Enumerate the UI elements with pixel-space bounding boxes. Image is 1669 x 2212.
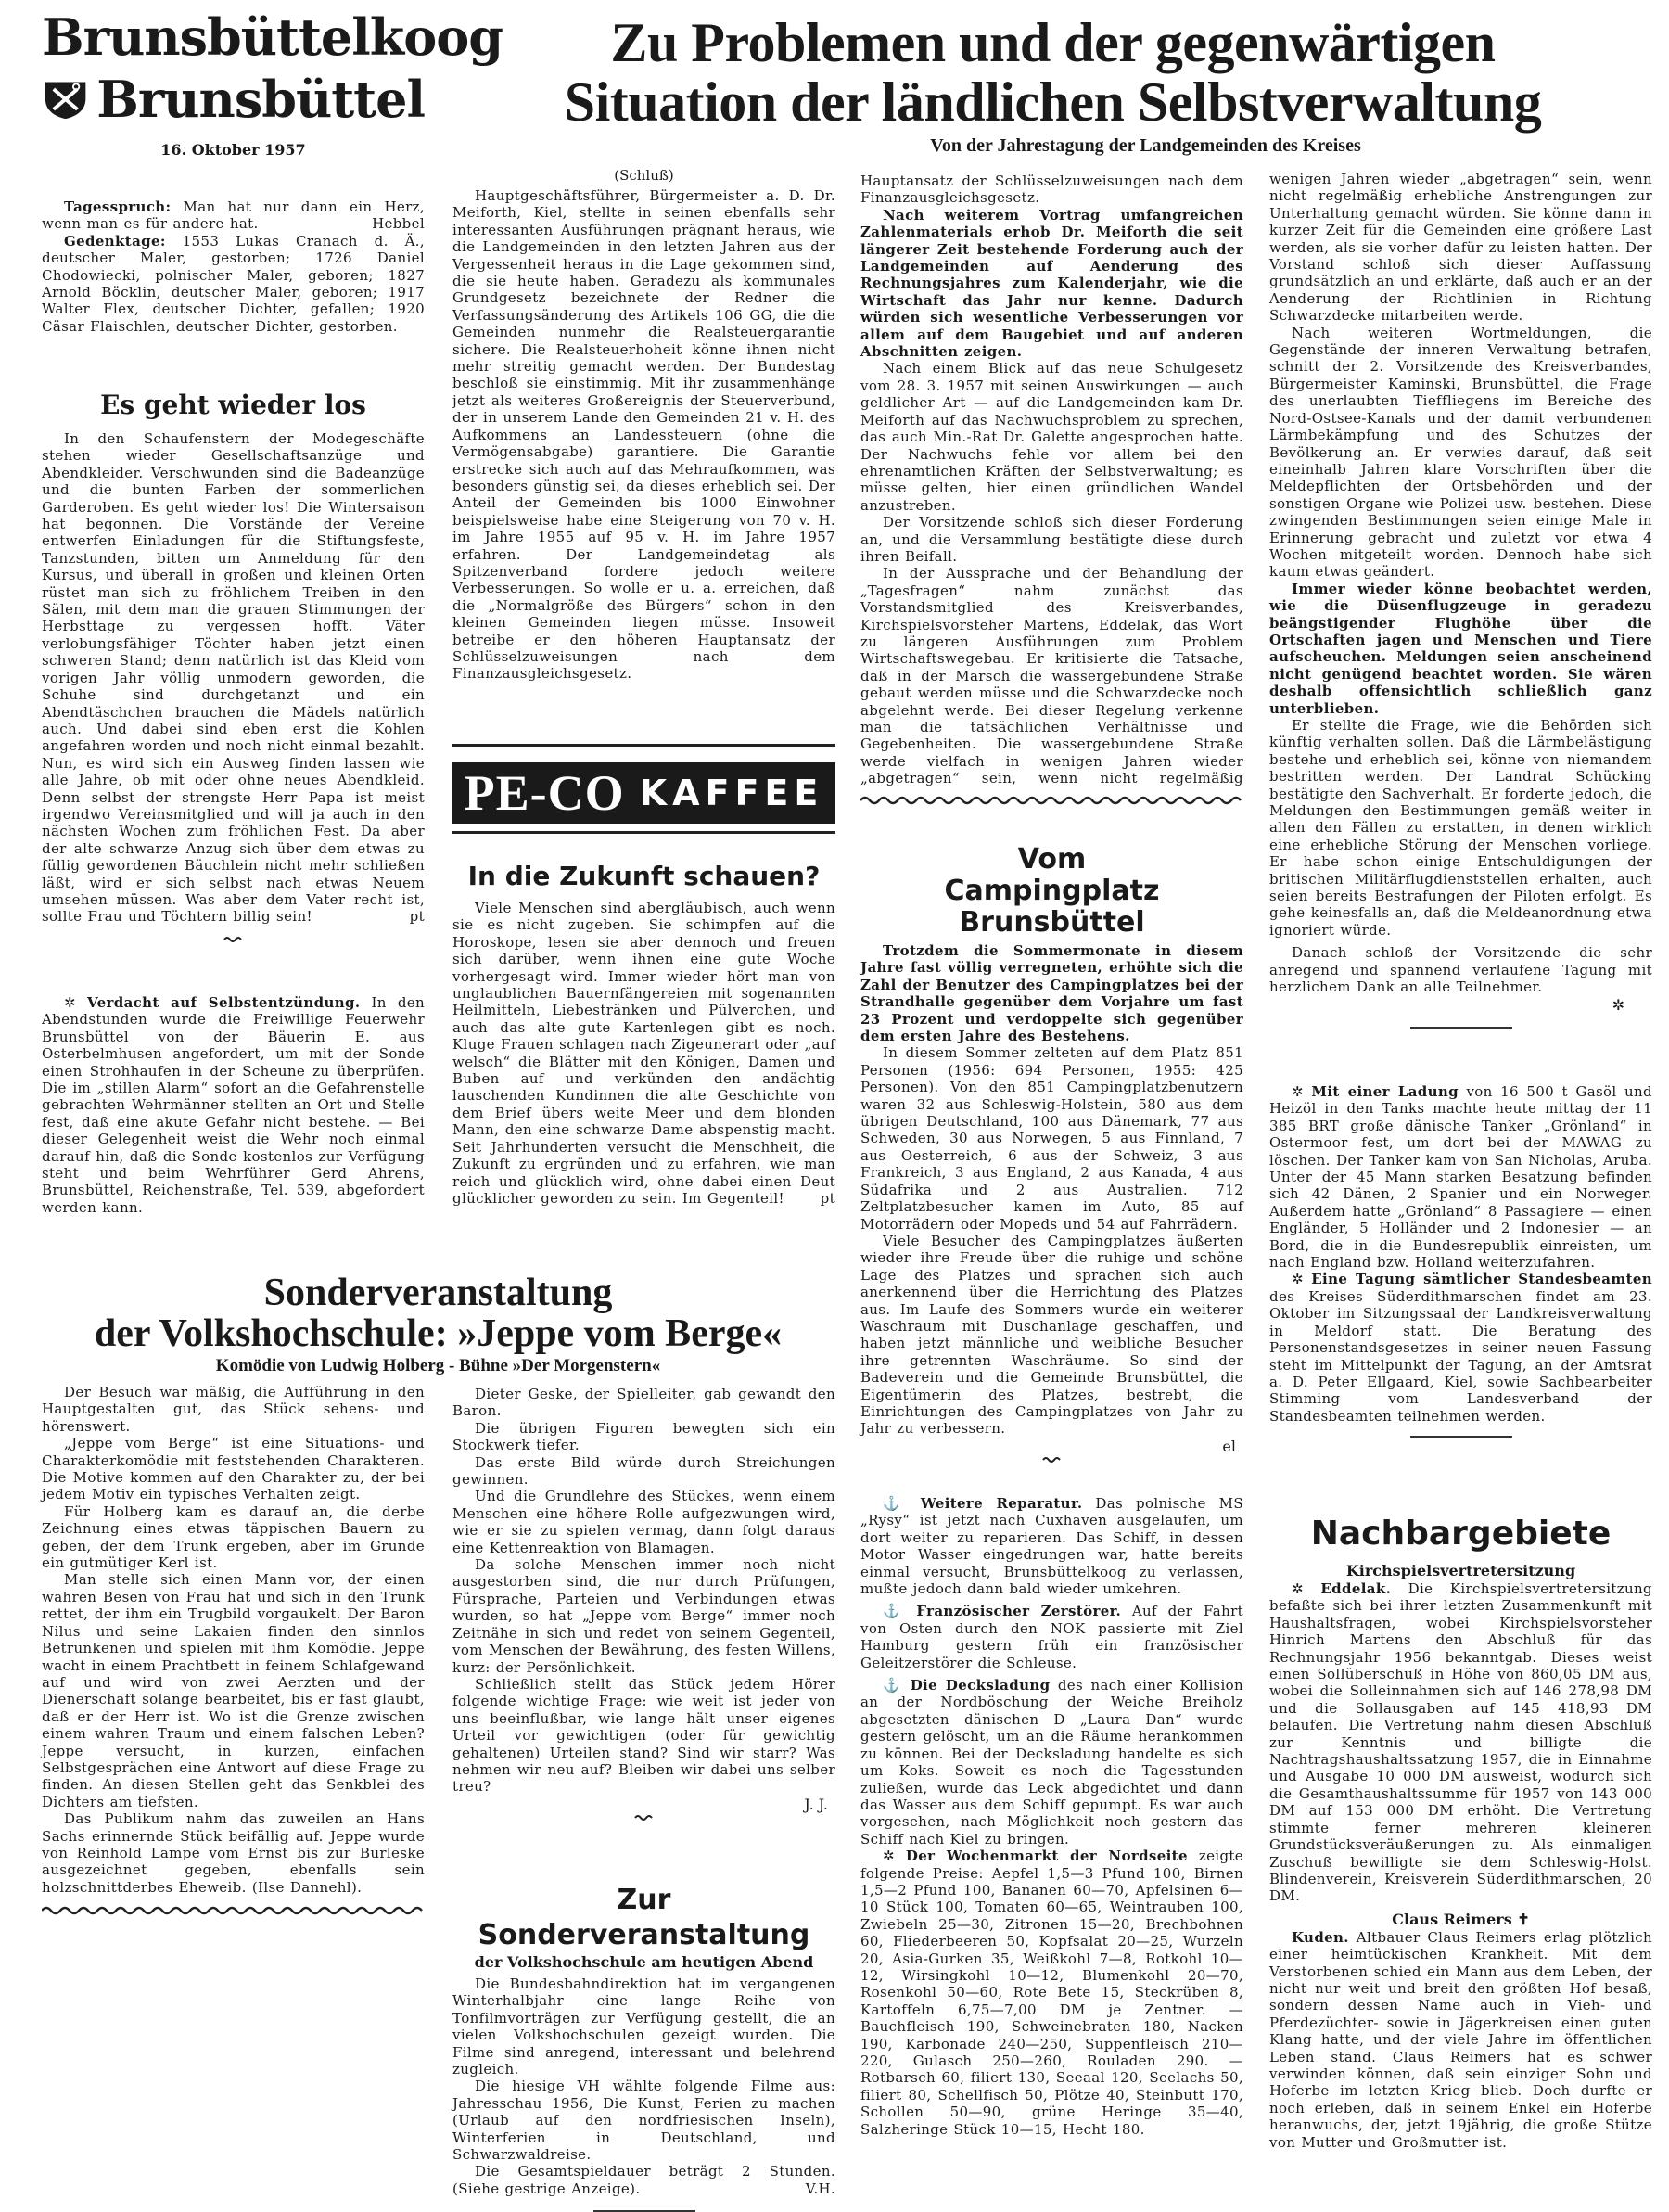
brief-lead: Kuden. <box>1292 1928 1349 1946</box>
brief-lead: Eddelak. <box>1320 1580 1392 1597</box>
separator-ornament <box>1041 1455 1064 1464</box>
divider <box>1410 1027 1512 1029</box>
brief-lead: Der Wochenmarkt der Nordseite <box>905 1848 1188 1865</box>
continued-label: (Schluß) <box>614 167 674 184</box>
main-headline <box>452 13 1653 157</box>
article-paragraph: Da solche Menschen immer noch nicht ausgestorben sind, die nur durch Prüfungen, Fürsprache, Parteien und Verbindungen etwas wurden, so hat „Jeppe vom Berge“ immer noch Zeitnähe in sich und redet von seinem Gegenteil, vom Menschen der Bewährung, des festen Willens, kurz: der Persönlichkeit. <box>452 1556 835 1676</box>
separator-ornament <box>223 935 245 944</box>
article-title: Zur Sonderveranstaltung <box>478 1884 810 1951</box>
tagesspruch: Man hat nur dann ein Herz, wenn man es für andere hat. <box>42 198 426 233</box>
star-icon: ✲ <box>64 994 87 1011</box>
cross-icon: ✝ <box>1517 1910 1530 1928</box>
article-paragraph: Die Gesamtspieldauer beträgt 2 Stunden. (Siehe gestrige Anzeige). <box>452 2163 835 2197</box>
headline-line-1: Sonderveranstaltung <box>263 1272 613 1314</box>
brief-verdacht <box>42 994 425 1216</box>
article-paragraph-continued: wenigen Jahren wieder „abgetragen“ sein, wenn nicht regelmäßig erhebliche Anstrengungen zur Unterhaltung gemacht würden. Sie könne dann in kurzer Zeit für die Gemeinden eine größere Last werden, als sie vorher dafür zu leisten hatten. Der Vorstand schloß sich dieser Auffassung grundsätzlich an und erklärte, daß auch er an der Aenderung der Richtlinien in Richtung Schwarzdecke mitarbeiten werde. <box>1269 171 1652 325</box>
briefs-column-4 <box>1269 1083 1652 1438</box>
divider <box>452 744 835 747</box>
brief-lead: Französischer Zerstörer. <box>916 1603 1122 1620</box>
article-paragraph: Man stelle sich einen Mann vor, der einen wahren Besen von Frau hat und sich in den Trunk rettet, der ihm ein Trugbild vorgaukelt. Der Baron Nilus und seine Lakaien finden den sinnlos Betrunkenen und spielen mit ihm Komödie. Jeppe wacht in einem Prachtbett in feinem Schlafgewand auf und wird von zwei Aerzten und der Dienerschaft solange bearbeitet, bis er fast glaubt, daß er der Herr ist. Wo ist die Grenze zwischen einem wahren Traum und einem falschen Leben? Jeppe versucht, in kurzen, einfachen Selbstgesprächen eine Antwort auf diese Frage zu finden. An diesen Stellen geht das Senkblei des Dichters am tiefsten. <box>42 1571 425 1810</box>
brief-lead: Mit einer Ladung <box>1311 1083 1459 1100</box>
headline-line-2: Situation der ländlichen Selbstverwaltung <box>564 71 1542 133</box>
signature: el <box>1222 1437 1236 1455</box>
brief-lead: Weitere Reparatur. <box>920 1495 1083 1512</box>
headline-line-2: der Volkshochschule: »Jeppe vom Berge« <box>94 1312 783 1355</box>
article-paragraph: Der Vorsitzende schloß sich dieser Forderung an, und die Versammlung bestätigte diese durch ihren Beifall. <box>860 514 1243 565</box>
separator-ornament <box>633 1813 656 1822</box>
article-title-line-2: Campingplatz Brunsbüttel <box>944 875 1160 939</box>
brief-item <box>1269 1083 1652 1271</box>
star-icon: ✲ <box>883 1848 906 1865</box>
ship-icon: ⚓ <box>883 1495 921 1512</box>
article-paragraph: Die Bundesbahndirektion hat im vergangenen Winterhalbjahr eine lange Reihe von Tonfilmvorträgen zur Verfügung gestellt, die an vielen Volkshochschulen gezeigt wurden. Die Filme sind anregend, interessant und belehrend zugleich. <box>452 1975 835 2078</box>
brief-body: Die Kirchspielsvertretersitzung befaßte sich bei ihrer letzten Zusammenkunft mit Haushaltsfragen, wobei Kirchspielsvorsteher Hinrich Martens den Abschluß für das Rechnungsjahr 1956 bekanntgab. Dieses weist einen Sollüberschuß in Höhe von 860,05 DM aus, wobei die Solleinnahmen sich auf 146 278,98 DM und die Sollausgaben auf 145 418,93 DM belaufen. Die Vertretung nahm diesen Abschluß zur Kenntnis und billigte die Nachtragshaushaltssatzung 1957, die in Einnahme und Ausgabe 10 000 DM ausweist, wodurch sich die Gesamthaushaltssumme für 1957 von 143 000 DM auf 153 000 DM erhöht. Die Vertretung stimmte ferner mehreren kleineren Grundstücksveräußerungen zu. Als einmaligen Zuschuß bewilligte sie dem Schleswig-Holst. Blindenverein, Kreisverein Süderdithmarschen, 20 DM. <box>1269 1580 1652 1905</box>
signature: pt <box>409 908 425 926</box>
article-es-geht-wieder-los <box>42 388 425 944</box>
brief-body: Auf der Fahrt von Osten durch den NOK passierte mit Ziel Hamburg gestern früh ein französischer Geleitzerstörer die Schleuse. <box>860 1603 1243 1671</box>
divider <box>1410 1436 1512 1438</box>
article-paragraph: „Jeppe vom Berge“ ist eine Situations- und Charakterkomödie mit feststehenden Charakteren. Die Motive kommen auf den Charakter zu, der bei jedem Motiv ein typisches Verhalten zeigt. <box>42 1435 425 1503</box>
brief-body: Altbauer Claus Reimers erlag plötzlich einer heimtückischen Krankheit. Mit dem Verstorbenen schied ein Mann aus dem Leben, der nicht nur weit und breit den größten Hof besaß, sondern dessen Name auch in Vieh- und Pferdezüchter- sowie in Jägerkreisen einen guten Klang hatte, und der viele Jahre im öffentlichen Leben stand. Claus Reimers hat es schwer verwinden können, daß sein einziger Sohn und Hoferbe im letzten Krieg blieb. Doch durfte er noch erleben, daß in seinem Enkel ein Hoferbe heranwuchs, der, jetzt 19jährig, die große Stütze von Mutter und Großmutter ist. <box>1269 1928 1653 2151</box>
main-article-part2 <box>860 173 1243 810</box>
article-paragraph: Viele Besucher des Campingplatzes äußerten wieder ihre Freude über die ruhige und schöne Lage des Platzes und sprachen sich auch anerkennend über die Herrichtung des Platzes aus. Im Laufe des Sommers wurde ein weiterer Waschraum mit Duschanlage geschaffen, und haben jetzt männliche und weibliche Besucher ihre getrennten Waschräume. So sind der Badeverein und die Gemeinde Brunsbüttel, die Eigentümerin des Platzes, bestrebt, die Einrichtungen des Campingplatzes von Jahr zu Jahr zu verbessern. <box>860 1232 1243 1438</box>
jeppe-headline <box>42 1272 834 1376</box>
brief-item <box>1269 1929 1652 2151</box>
brief-body: des Kreises Süderdithmarschen findet am 23. Oktober im Sitzungssaal der Landkreisverwaltung in Meldorf statt. Die Beratung des Personenstandsgesetzes in seiner neuen Fassung steht im Mittelpunkt der Tagung, an der Amtsrat a. D. Peter Ellgaard, Kiel, sowie Sachbearbeiter Stimming vom Landesverband der Standesbeamten teilnehmen werden. <box>1269 1287 1652 1425</box>
brief-lead: Eine Tagung sämtlicher Standesbeamten <box>1311 1271 1652 1288</box>
article-paragraph: In der Aussprache und der Behandlung der „Tagesfragen“ nahm zunächst das Vorstandsmitglied des Kreisverbandes, Kirchspielsvorsteher Martens, Eddelak, das Wort zu längeren Ausführungen zum Problem Wirtschaftswegebau. Er kritisierte die Tatsache, daß in der Marsch die wassergebundene Straße gebaut werden müsse und die Schwarzdecke noch abgelehnt werde. Bei dieser Regelung verkenne man die tatsächlichen Verhältnisse und Gegebenheiten. Die wassergebundene Straße werde vielfach in wenigen Jahren wieder „abgetragen“ sein, wenn nicht regelmäßig <box>860 565 1243 787</box>
article-paragraph: Nach weiteren Wortmeldungen, die Gegenstände der inneren Verwaltung betrafen, schnitt der 2. Vorsitzende des Kreisverbandes, Bürgermeister Kaminski, Brunsbüttel, die Frage des unerlaubten Tieffliegens im Bereiche des Nord-Ostsee-Kanals und der damit verbundenen Lärmbekämpfung und des Schutzes der Bevölkerung an. Er verwies darauf, daß seit eineinhalb Jahren klare Vorschriften über die Meldepflichten der Ortsbehörden und der sonstigen Organe wie Polizei usw. bestehen. Diese zwingenden Bestimmungen seien einige Male in Erinnerung gebracht und zuletzt vor etwa 4 Wochen mitgeteilt worden. Dennoch habe sich kaum etwas geändert. <box>1269 324 1652 581</box>
brief-item <box>860 1677 1243 1848</box>
brief-item <box>1269 1580 1652 1905</box>
tagesspruch-author: Hebbel <box>372 215 425 233</box>
signature: V.H. <box>805 2180 835 2197</box>
article-paragraph: Für Holberg kam es darauf an, die derbe Zeichnung eines etwas täppischen Bauern zu geben, der dem Trunk ergeben, aber im Grunde ein gutmütiger Kerl ist. <box>42 1502 425 1572</box>
brief-lead: Die Decksladung <box>910 1677 1051 1694</box>
jeppe-col2 <box>452 1386 835 1822</box>
brief-body: von 16 500 t Gasöl und Heizöl in den Tanks machte heute mittag der 11 385 BRT große dänische Tanker „Grönland“ in Ostermoor fest, um dort bei der MAWAG zu löschen. Der Tanker kam von San Nicholas, Aruba. Unter der 45 Mann starken Besatzung befinden sich 42 Dänen, 2 Spanier und ein Norweger. Außerdem hatte „Grönland“ 8 Passagiere — einen Engländer, 5 Holländer und 2 Indonesier — an Bord, die in die Bundesrepublik einreisten, um nach England bzw. Holland weiterzufahren. <box>1269 1083 1652 1272</box>
article-paragraph: Die übrigen Figuren bewegten sich ein Stockwerk tiefer. <box>452 1419 835 1454</box>
daybox <box>42 198 425 335</box>
gedenktage-label: Gedenktage: <box>64 232 166 249</box>
brief-lead: Verdacht auf Selbstentzündung. <box>86 994 361 1011</box>
tagesspruch-label: Tagesspruch: <box>64 198 172 215</box>
article-paragraph: Er stellte die Frage, wie die Behörden sich künftig verhalten sollen. Daß die Lärmbelästigung bestehe und erheblich sei, könne von niemandem bestritten werden. Der Landrat Schücking bestätigte den Sachverhalt. Er forderte jedoch, die Meldungen den Bestimmungen gemäß weiter in allen den Fällen zu erstatten, in denen wirklich eine erhebliche Störung der Menschen vorliege. Er habe schon einige Entschuldigungen der britischen Militärflugdienststellen erhalten, auch seien bereits Bestrafungen der Piloten erfolgt. Es gehe keinesfalls an, daß die Meldeanordnung etwa ignoriert würde. <box>1269 717 1652 939</box>
article-title: Es geht wieder los <box>100 390 366 420</box>
star-icon: ✲ <box>1292 1271 1312 1288</box>
brief-item <box>860 1495 1243 1597</box>
brief-body: des nach einer Kollision an der Nordböschung der Weiche Breiholz abgesetzten dänischen D „Laura Dan“ wurde gestern gelöscht, um an die Räume herankommen zu können. Bei der Decksladung handelte es sich um Koks. Soweit es noch die Tagesstunden zuließen, wurde das Leck abgedichtet und dann das Wasser aus dem Schiff gepumpt. Es war auch vorgesehen, nach Möglichkeit noch gestern das Schiff nach Kiel zu bringen. <box>860 1677 1244 1848</box>
coat-of-arms-icon <box>42 67 89 132</box>
article-paragraph: Die hiesige VH wählte folgende Filme aus: Jahresschau 1956, Die Kunst, Ferien zu machen (Urlaub auf den nordfriesischen Inseln), Winterferien in Deutschland, und Schwarzwaldreise. <box>452 2078 835 2164</box>
ad-brand: PE-CO <box>464 765 625 821</box>
article-lead: Trotzdem die Sommermonate in diesem Jahre fast völlig verregneten, erhöhte sich die Zahl der Benutzer des Campingplatzes bei der Strandhalle gegenüber dem Vorjahre um fast 23 Prozent und verdoppelte sich gegenüber dem ersten Jahre des Bestehens. <box>860 942 1243 1045</box>
divider <box>452 831 835 834</box>
ad-product: KAFFEE <box>639 773 824 813</box>
ship-icon: ⚓ <box>883 1677 911 1694</box>
section-title: Nachbargebiete <box>1310 1515 1612 1553</box>
issue-date: 16. Oktober 1957 <box>160 141 306 159</box>
gedenktage: 1553 Lukas Cranach d. Ä., deutscher Maler, gestorben; 1726 Daniel Chodowiecki, polnischer Maler, geboren; 1827 Arnold Böcklin, deutscher Maler, geboren; 1917 Walter Flex, deutscher Dichter, gefallen; 1920 Cäsar Flaischlen, deutscher Dichter, gestorben. <box>42 232 425 335</box>
article-paragraph: Schließlich stellt das Stück jedem Hörer folgende wichtige Frage: wie weit ist jeder von uns beeinflußbar, wie lange hält unser eigenes Urteil vor gewichtigen (oder für gewichtig gehaltenen) Urteilen stand? Sind wir starr? Was nehmen wir neu auf? Bleiben wir dabei uns selber treu? <box>452 1675 835 1796</box>
masthead-title: Brunsbüttelkoog <box>42 7 503 67</box>
article-paragraph: Und die Grundlehre des Stückes, wenn einem Menschen eine höhere Rolle aufgezwungen wird, wie er sie zu spielen vermag, dann folgt daraus eine Kettenreaktion von Blamagen. <box>452 1488 835 1556</box>
headline-subtitle: Von der Jahrestagung der Landgemeinden des Kreises <box>930 135 1361 156</box>
star-icon: ✲ <box>1292 1083 1312 1100</box>
ship-icon: ⚓ <box>883 1603 917 1620</box>
masthead-subtitle: Brunsbüttel <box>96 70 425 129</box>
brief-body: zeigte folgende Preise: Aepfel 1,5—3 Pfund 100, Birnen 1,5—2 Pfund 100, Bananen 60—70, Apfelsinen 6—10 Stück 100, Tomaten 60—65, Weintrauben 100, Zwiebeln 25—30, Zitronen 15—20, Brechbohnen 60, Fliederbeeren 50, Kopfsalat 20—25, Wurzeln 20, Asia-Gurken 35, Weißkohl 7—8, Rotkohl 10—12, Wirsingkohl 10—12, Blumenkohl 20—70, Rosenkohl 50—60, Rote Bete 15, Steckrüben 8, Kartoffeln 6,75—7,00 DM je Zentner. — Bauchfleisch 190, Schweinebraten 180, Nacken 190, Karbonade 240—250, Suppenfleisch 210—220, Gulasch 250—260, Rouladen 290. — Rotbarsch 60, filiert 130, Seeaal 120, Seelachs 50, filiert 80, Schellfisch 50, Plötze 40, Steinbutt 170, Schollen 50—90, grüne Heringe 35—40, Salzheringe Stück 10—15, Hecht 180. <box>860 1848 1243 2138</box>
brief-item <box>860 1848 1243 2138</box>
article-paragraph: Das Publikum nahm das zuweilen an Hans Sachs erinnernde Stück beifällig auf. Jeppe wurde von Reinhold Lampe vom Ernst bis zur Burleske ausgezeichnet gegeben, ebenfalls sein holzschnittderbes Eheweib. (Ilse Dannehl). <box>42 1810 425 1896</box>
signature: J. J. <box>804 1795 828 1813</box>
brief-body: In den Abendstunden wurde die Freiwillige Feuerwehr Brunsbüttel von der Bäuerin E. aus Osterbelmhusen angefordert, um mit der Sonde einen Strohhaufen in der Scheune zu überprüfen. Die im „stillen Alarm“ sofort an die Gefahrenstelle gebrachten Wehrmänner stellten an Ort und Stelle fest, daß eine akute Gefahr nicht bestehe. — Bei dieser Gelegenheit weist die Wehr noch einmal darauf hin, daß die Sonde kostenlos zur Verfügung steht und beim Wehrführer Gerd Ahrens, Brunsbüttel, Reichenstraße, Tel. 539, abgefordert werden kann. <box>42 994 426 1216</box>
brief-item <box>860 1603 1243 1671</box>
article-title: In die Zukunft schauen? <box>467 861 821 891</box>
article-paragraph: Danach schloß der Vorsitzende die sehr anregend und spannend verlaufene Tagung mit herzlichem Dank an alle Teilnehmer. <box>1269 944 1652 996</box>
article-paragraph: Nach einem Blick auf das neue Schulgesetz vom 28. 3. 1957 mit seinen Auswirkungen — auch geldlicher Art — auf die Landgemeinden kam Dr. Meiforth auf das Nachwuchsproblem zu sprechen, das auch Min.-Rat Dr. Galette angesprochen hatte. Der Nachwuchs fehle vor allem bei den ehrenamtlichen Kräften der Selbstverwaltung; es müsse gelten, hier einen gründlichen Wandel anzustreben. <box>860 360 1243 514</box>
jeppe-col1 <box>42 1384 425 1920</box>
obituary-name: Claus Reimers <box>1392 1910 1512 1928</box>
article-paragraph: Nach weiterem Vortrag umfangreichen Zahlenmaterials erhob Dr. Meiforth die seit längerer Zeit bestehende Forderung auch der Landgemeinden auf Aenderung des Rechnungsjahres zum Kalenderjahr, wie die Wirtschaft das Jahr nur kenne. Dadurch würden sich wesentliche Verbesserungen vor allem auf dem Baugebiet und auf anderen Abschnitten zeigen. <box>860 206 1243 361</box>
article-paragraph: Der Besuch war mäßig, die Aufführung in den Hauptgestalten gut, das Stück sehens- und hörenswert. <box>42 1384 425 1435</box>
star-icon: ✲ <box>1292 1580 1321 1597</box>
briefs-column-3 <box>860 1495 1243 2138</box>
signature: pt <box>820 1189 835 1207</box>
article-body: In den Schaufenstern der Modegeschäfte stehen wieder Gesellschaftsanzüge und Abendkleider. Verschwunden sind die Badeanzüge und die bunten Farben der sommerlichen Garderoben. Es geht wieder los! Die Wintersaison hat begonnen. Die Vorstände der Vereine entwerfen Einladungen für die Stiftungsfeste, Tanzstunden, bitten um Anmeldung für den Kursus, und überall in großen und kleinen Orten rüstet man sich zu fröhlichem Treiben in den Sälen, mit dem man die grauen Stimmungen der Herbsttage zu vergessen hofft. Väter verlobungsfähiger Töchter haben jetzt einen schweren Stand; denn natürlich ist das Kleid vom vorigen Jahr völlig unmodern geworden, die Schuhe sind durchgetanzt und ein Abendtäschchen brauchen die Mädels natürlich auch. Und dabei sind eben erst die Kohlen angefahren worden und noch nicht einmal bezahlt. Nun, es wird sich ein Ausweg finden lassen wie alle Jahre, ob mit oder ohne neues Abendkleid. Denn selbst der strengste Herr Papa ist meist irgendwo Vereinsmitglied und will ja auch in den nächsten Wochen zum fröhlichen Fest. Da aber der alte schwarze Anzug sich über dem etwas zu füllig gewordenen Bäuchlein nicht mehr schließen läßt, wird er sich selbst nach etwas Neuem umsehen müssen. Was aber dem Vater recht ist, sollte Frau und Töchtern billig sein! <box>42 430 425 926</box>
wave-border-ornament <box>42 1905 425 1916</box>
article-zukunft <box>452 859 835 1207</box>
article-paragraph: In diesem Sommer zelteten auf dem Platz 851 Personen (1956: 694 Personen, 1955: 425 Personen). Von den 851 Campingplatzbenutzern waren 32 aus Schleswig-Holstein, 580 aus dem übrigen Deutschland, 100 aus Dänemark, 77 aus Schweden, 30 aus Norwegen, 5 aus Finnland, 7 aus Oesterreich, 6 aus der Schweiz, 3 aus Frankreich, 3 aus England, 2 aus Kanada, 4 aus Südafrika und 2 aus Australien. 712 Zeltplatzbesucher kamen im Auto, 85 auf Motorrädern oder Mopeds und 54 auf Fahrrädern. <box>860 1044 1243 1233</box>
advertisement-peco-kaffee <box>452 762 835 824</box>
article-paragraph: Immer wieder könne beobachtet werden, wie die Düsenflugzeuge in geradezu beängstigender Flughöhe über die Ortschaften jagen und Menschen und Tiere aufscheuchen. Meldungen seien anscheinend nicht genügend beachtet worden. Sie wären deshalb offensichtlich schließlich ganz unterblieben. <box>1269 580 1652 717</box>
star-icon: ✲ <box>1612 995 1624 1014</box>
article-zur-sonderveranstaltung <box>452 1883 835 2212</box>
obituary-heading <box>1269 1911 1652 1929</box>
article-title-line-1: Vom <box>1017 843 1087 876</box>
brief-item <box>1269 1271 1652 1425</box>
masthead <box>42 7 503 159</box>
article-subtitle: der Volkshochschule am heutigen Abend <box>474 1953 814 1971</box>
headline-subtitle: Komödie von Ludwig Holberg - Bühne »Der Morgenstern« <box>215 1356 661 1375</box>
brief-body: Das polnische MS „Rysy“ ist jetzt nach Cuxhaven ausgelaufen, um dort weiter zu reparieren. Das Schiff, in dessen Motor Wasser eingedrungen war, hatte bereits einmal versucht, Brunsbüttelkoog zu verlassen, mußte jedoch dann bald wieder umkehren. <box>860 1495 1243 1598</box>
wave-border-ornament <box>860 795 1243 806</box>
main-article-part3 <box>1269 171 1652 1029</box>
article-paragraph-continued: Hauptansatz der Schlüsselzuweisungen nach dem Finanzausgleichsgesetz. <box>860 173 1243 207</box>
section-nachbargebiete <box>1269 1514 1652 2151</box>
article-campingplatz <box>860 844 1243 1464</box>
article-paragraph: Hauptgeschäftsführer, Bürgermeister a. D. Dr. Meiforth, Kiel, stellte in seinen ebenfalls sehr interessanten Ausführungen prägnant heraus, wie die Landgemeinden in den letzten Jahren aus der Vergessenheit heraus in die Lage gekommen sind, die sie heute haben. Geradezu als kommunales Grundgesetz bezeichnete der Redner die Verfassungsänderung des Artikels 106 GG, die die Gemeinden nunmehr die Realsteuergarantie sichere. Die Realsteuerhoheit könne ihnen nicht mehr streitig gemacht werden. Der Bundestag beschloß sie einstimmig. Mit ihr zusammenhänge jetzt als weiteres Großereignis der Steuerverbund, der in unserem Lande den Gemeinden 21 v. H. des Aufkommens an Landessteuern (ohne die Vermögensabgabe) garantiere. Die Garantie erstrecke sich auch auf das Mehraufkommen, was besonders günstig sei, da dieses erheblich sei. Der Anteil der Gemeinden bis 1000 Einwohner beispielsweise habe eine Steigerung von 70 v. H. im Jahre 1955 auf 95 v. H. im Jahre 1957 erfahren. Der Landgemeindetag als Spitzenverband fordere jedoch weitere Verbesserungen. So wolle er u. a. erreichen, daß die „Normalgröße des Bürgers“ schon in den kleinen Gemeinden liegen müsse. Insoweit betreibe er den höheren Hauptansatz der Schlüsselzuweisungen nach dem Finanzausgleichsgesetz. <box>452 187 835 683</box>
headline-line-1: Zu Problemen und der gegenwärtigen <box>610 12 1496 73</box>
article-body: Viele Menschen sind abergläubisch, auch wenn sie es nicht zugeben. Sie schimpfen auf die Horoskope, lesen sie aber dennoch und freuen sich darüber, wenn ihnen eine gute Woche vorhergesagt wird. Immer wieder hört man von unglaublichen Bauernfängereien mit sogenannten Heilmitteln, Liebestränken und Pülverchen, und auch das alte gute Kartenlegen gibt es noch. Kluge Frauen schlagen nach Zigeunerart oder „auf welsch“ die Blätter mit den Königen, Damen und Buben auf und verkünden den andächtig lauschenden Kundinnen die alte Geschichte von dem Brief übers weite Meer und dem blonden Mann, den eine schwarze Dame abspenstig macht. Seit Jahrhunderten versucht die Menschheit, die Zukunft zu ergründen und zu erfahren, wie man reich und glücklich wird, ohne dabei einen Deut glücklicher geworden zu sein. Im Gegenteil! <box>452 900 835 1207</box>
article-paragraph: Das erste Bild würde durch Streichungen gewinnen. <box>452 1453 835 1489</box>
subheading: Kirchspielsvertretersitzung <box>1345 1562 1576 1579</box>
main-article-part1 <box>452 167 835 747</box>
article-paragraph: Dieter Geske, der Spielleiter, gab gewandt den Baron. <box>452 1386 835 1420</box>
